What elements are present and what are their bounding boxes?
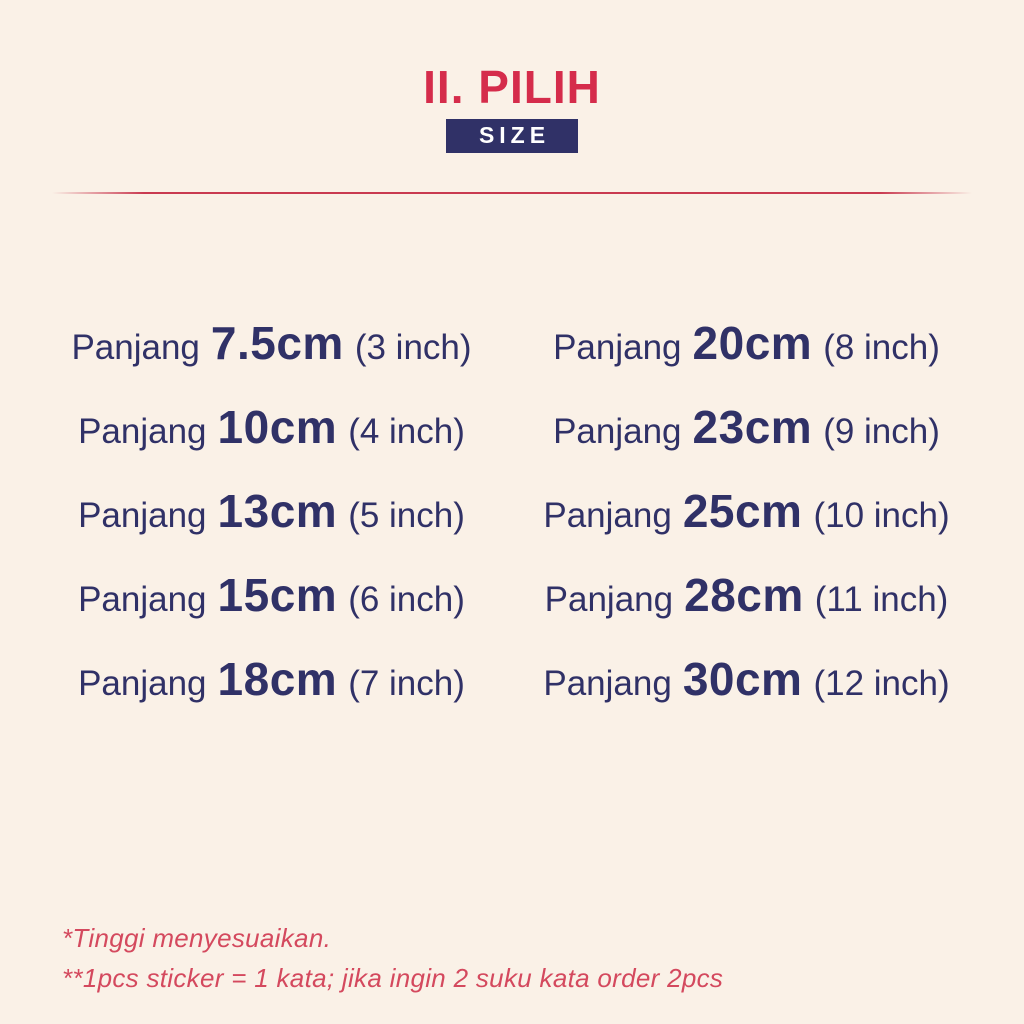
- size-cm-value: 30cm: [682, 653, 803, 705]
- size-inch-value: (8 inch): [823, 328, 940, 367]
- size-inch-value: (12 inch): [813, 664, 950, 703]
- footnotes: [62, 925, 723, 1006]
- size-inch-value: (9 inch): [823, 412, 940, 451]
- size-cm-value: 20cm: [692, 317, 813, 369]
- page-title: II. PILIH: [423, 61, 601, 113]
- size-prefix: Panjang: [543, 496, 672, 535]
- size-cm-value: 13cm: [217, 485, 338, 537]
- size-inch-value: (5 inch): [348, 496, 465, 535]
- size-cm-value: 7.5cm: [210, 317, 344, 369]
- size-cm-value: 23cm: [692, 401, 813, 453]
- size-prefix: Panjang: [543, 664, 672, 703]
- size-row: [543, 484, 949, 538]
- size-prefix: Panjang: [78, 412, 207, 451]
- size-row: [545, 568, 949, 622]
- size-prefix: Panjang: [553, 412, 682, 451]
- size-row: [78, 652, 465, 706]
- size-grid: [34, 301, 984, 721]
- size-cm-value: 15cm: [217, 569, 338, 621]
- footnote-order-info: **1pcs sticker = 1 kata; jika ingin 2 suku kata order 2pcs: [62, 963, 724, 994]
- size-inch-value: (6 inch): [348, 580, 465, 619]
- size-prefix: Panjang: [553, 328, 682, 367]
- size-row: [78, 568, 465, 622]
- footnote-height: *Tinggi menyesuaikan.: [62, 923, 332, 953]
- size-badge: SIZE: [446, 119, 578, 153]
- size-cm-value: 10cm: [217, 401, 338, 453]
- size-row: [78, 484, 465, 538]
- size-inch-value: (4 inch): [348, 412, 465, 451]
- size-prefix: Panjang: [544, 580, 674, 619]
- divider-line: [52, 192, 972, 194]
- size-prefix: Panjang: [78, 580, 207, 619]
- size-inch-value: (3 inch): [354, 328, 472, 367]
- size-cm-value: 25cm: [682, 485, 803, 537]
- size-prefix: Panjang: [78, 664, 207, 703]
- size-prefix: Panjang: [78, 496, 207, 535]
- size-prefix: Panjang: [71, 328, 200, 367]
- size-badge-container: [0, 119, 1024, 153]
- size-inch-value: (11 inch): [814, 580, 949, 619]
- size-inch-value: (10 inch): [813, 496, 950, 535]
- size-cm-value: 28cm: [684, 569, 804, 621]
- size-inch-value: (7 inch): [348, 664, 465, 703]
- size-row: [71, 316, 471, 370]
- size-row: [78, 400, 465, 454]
- size-row: [553, 316, 940, 370]
- size-cm-value: 18cm: [217, 653, 338, 705]
- size-row: [553, 400, 940, 454]
- size-row: [543, 652, 949, 706]
